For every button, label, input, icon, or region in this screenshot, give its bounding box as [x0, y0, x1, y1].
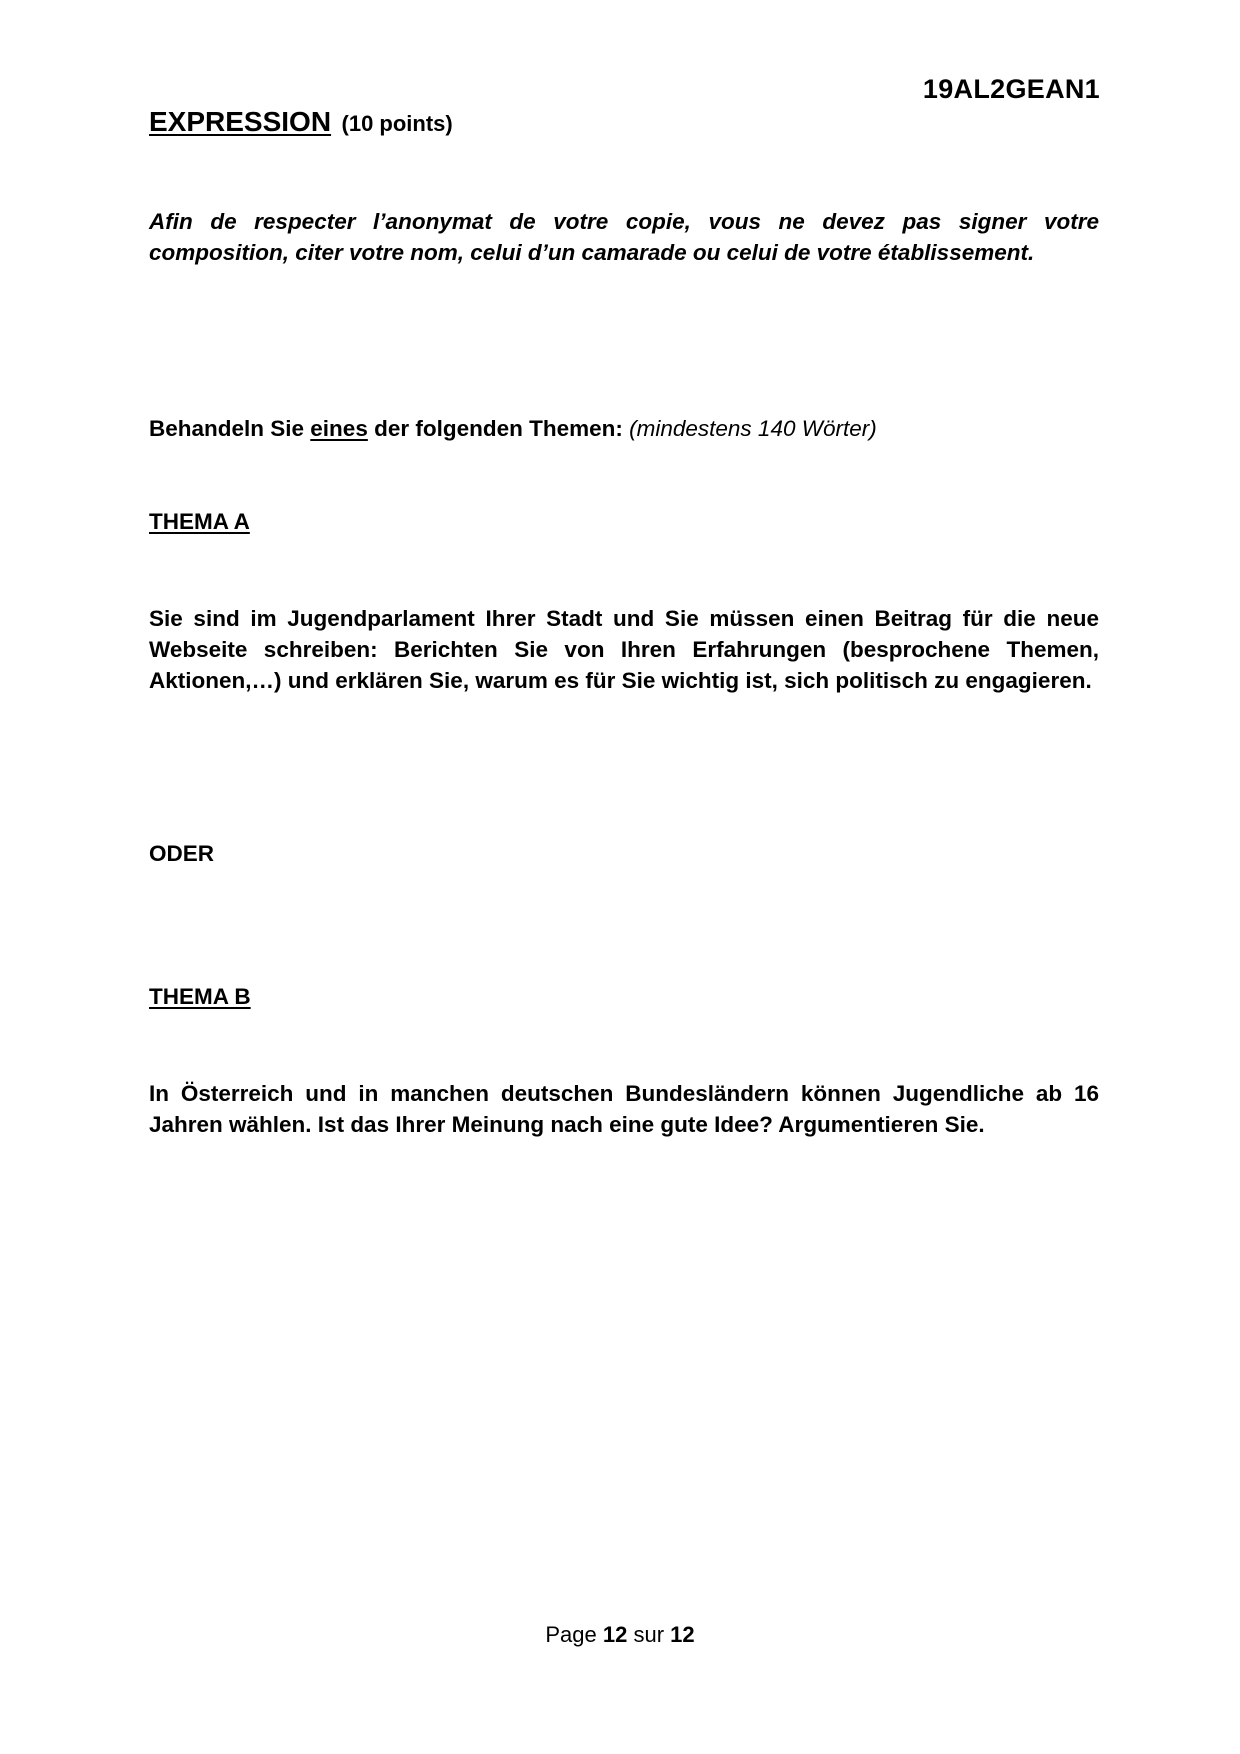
footer-current-page: 12 [602, 1622, 628, 1647]
section-points: (10 points) [341, 111, 453, 136]
instruction-emphasis: eines [310, 416, 368, 441]
thema-b-heading: THEMA B [149, 984, 251, 1009]
anonymity-notice: Afin de respecter l’anonymat de votre copie, vous ne devez pas signer votre composition, citer votre nom, celui d’un camarade ou celui de votre établissement. [149, 209, 1099, 265]
word-count-hint: (mindestens 140 Wörter) [629, 416, 877, 441]
footer-page-label: Page [545, 1622, 597, 1647]
thema-a-heading: THEMA A [149, 509, 250, 534]
task-instruction [149, 413, 1099, 444]
document-code: 19AL2GEAN1 [922, 74, 1100, 104]
section-title-main: EXPRESSION [149, 106, 332, 137]
oder-separator: ODER [149, 841, 215, 866]
footer-total-pages: 12 [670, 1622, 695, 1647]
section-title [149, 106, 453, 138]
thema-a-text: Sie sind im Jugendparlament Ihrer Stadt und Sie müssen einen Beitrag für die neue Webseite schreiben: Berichten Sie von Ihren Erfahrungen (besprochene Themen, Aktionen,…) und erklären Sie, warum es für Sie wichtig ist, sich politisch zu engagieren. [149, 606, 1099, 693]
instruction-prefix: Behandeln Sie [149, 416, 311, 441]
thema-b-text: In Österreich und in manchen deutschen Bundesländern können Jugendliche ab 16 Jahren wählen. Ist das Ihrer Meinung nach eine gute Idee? Argumentieren Sie. [149, 1081, 1099, 1137]
instruction-suffix: der folgenden Themen: [367, 416, 623, 441]
footer-of-label: sur [633, 1622, 665, 1647]
page-footer [0, 1622, 1240, 1648]
